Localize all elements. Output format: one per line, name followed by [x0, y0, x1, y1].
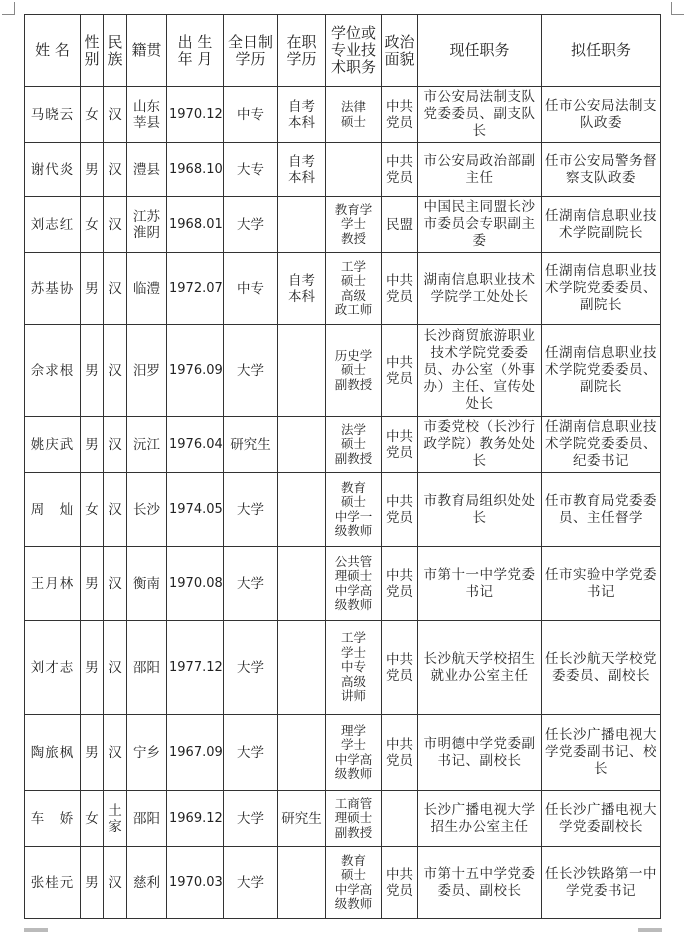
table-row — [25, 417, 661, 473]
cell-fulltime-edu: 大专 — [224, 143, 278, 197]
column-header-fulltime-edu: 全日制 学历 — [224, 15, 278, 87]
cell-gender: 女 — [81, 791, 104, 847]
cell-native-place: 慈利 — [127, 847, 167, 919]
cell-inservice-edu — [278, 417, 326, 473]
crop-mark-top-left — [2, 2, 15, 15]
page-edge-mark-right — [638, 928, 662, 932]
table-row — [25, 143, 661, 197]
cell-current-post: 市公安局政治部副 主任 — [418, 143, 542, 197]
cell-ethnicity: 汉 — [104, 87, 127, 143]
cell-fulltime-edu: 大学 — [224, 473, 278, 547]
cell-current-post: 市委党校（长沙行 政学院）教务处处 长 — [418, 417, 542, 473]
cell-inservice-edu: 自考 本科 — [278, 87, 326, 143]
cell-ethnicity: 汉 — [104, 847, 127, 919]
cell-birth: 1970.12 — [167, 87, 224, 143]
cell-degree-title — [326, 143, 382, 197]
cell-proposed-post: 任湖南信息职业技 术学院党委委员、 副院长 — [542, 253, 661, 325]
cell-native-place: 临澧 — [127, 253, 167, 325]
cell-gender: 女 — [81, 473, 104, 547]
cell-birth: 1976.09 — [167, 325, 224, 417]
cell-current-post: 湖南信息职业技术 学院学工处处长 — [418, 253, 542, 325]
cell-native-place: 山东 莘县 — [127, 87, 167, 143]
cell-degree-title: 教育 硕士 中学高 级教师 — [326, 847, 382, 919]
cell-political: 中共 党员 — [382, 473, 418, 547]
column-header-native-place: 籍贯 — [127, 15, 167, 87]
cell-degree-title: 法学 硕士 副教授 — [326, 417, 382, 473]
cell-name: 张桂元 — [25, 847, 81, 919]
cell-fulltime-edu: 大学 — [224, 547, 278, 621]
cell-ethnicity: 汉 — [104, 143, 127, 197]
cell-degree-title: 理学 学士 中学高 级教师 — [326, 715, 382, 791]
cell-name: 车 娇 — [25, 791, 81, 847]
cell-proposed-post: 任长沙广播电视大 学党委副书记、校 长 — [542, 715, 661, 791]
cell-birth: 1974.05 — [167, 473, 224, 547]
cell-current-post: 市教育局组织处处 长 — [418, 473, 542, 547]
cell-birth: 1970.03 — [167, 847, 224, 919]
cell-ethnicity: 汉 — [104, 197, 127, 253]
cell-ethnicity: 汉 — [104, 547, 127, 621]
cell-birth: 1972.07 — [167, 253, 224, 325]
cell-inservice-edu: 自考 本科 — [278, 143, 326, 197]
cell-native-place: 邵阳 — [127, 791, 167, 847]
cell-inservice-edu — [278, 847, 326, 919]
cell-gender: 男 — [81, 847, 104, 919]
column-header-political: 政治 面貌 — [382, 15, 418, 87]
cell-birth: 1968.01 — [167, 197, 224, 253]
cell-fulltime-edu: 大学 — [224, 197, 278, 253]
cell-gender: 男 — [81, 621, 104, 715]
table-row — [25, 325, 661, 417]
table-row — [25, 791, 661, 847]
cell-current-post: 市第十五中学党委 委员、副校长 — [418, 847, 542, 919]
cell-political: 中共 党员 — [382, 715, 418, 791]
cell-birth: 1977.12 — [167, 621, 224, 715]
cell-political: 中共 党员 — [382, 547, 418, 621]
cell-degree-title: 教育学 学士 教授 — [326, 197, 382, 253]
cell-political: 中共 党员 — [382, 87, 418, 143]
cell-fulltime-edu: 大学 — [224, 621, 278, 715]
cell-native-place: 长沙 — [127, 473, 167, 547]
cell-current-post: 中国民主同盟长沙 市委员会专职副主 委 — [418, 197, 542, 253]
cell-current-post: 长沙广播电视大学 招生办公室主任 — [418, 791, 542, 847]
cell-fulltime-edu: 大学 — [224, 791, 278, 847]
table-row — [25, 197, 661, 253]
cell-native-place: 沅江 — [127, 417, 167, 473]
table-row — [25, 621, 661, 715]
table-header-row — [25, 15, 661, 87]
cell-name: 陶旅枫 — [25, 715, 81, 791]
table-row — [25, 715, 661, 791]
cell-birth: 1976.04 — [167, 417, 224, 473]
cell-name: 马晓云 — [25, 87, 81, 143]
cell-inservice-edu: 自考 本科 — [278, 253, 326, 325]
column-header-degree-title: 学位或 专业技 术职务 — [326, 15, 382, 87]
cell-inservice-edu — [278, 473, 326, 547]
table-body — [25, 87, 661, 919]
cell-degree-title: 工学 学士 中专 高级 讲师 — [326, 621, 382, 715]
cell-native-place: 宁乡 — [127, 715, 167, 791]
cell-fulltime-edu: 大学 — [224, 325, 278, 417]
cell-birth: 1970.08 — [167, 547, 224, 621]
cell-ethnicity: 土 家 — [104, 791, 127, 847]
cell-name: 周 灿 — [25, 473, 81, 547]
table-row — [25, 847, 661, 919]
cell-gender: 男 — [81, 417, 104, 473]
cell-current-post: 长沙商贸旅游职业 技术学院党委委 员、办公室（外事 办）主任、宣传处 处长 — [418, 325, 542, 417]
cell-inservice-edu — [278, 325, 326, 417]
table-row — [25, 473, 661, 547]
cell-proposed-post: 任长沙广播电视大 学党委副校长 — [542, 791, 661, 847]
cell-fulltime-edu: 大学 — [224, 847, 278, 919]
cell-gender: 男 — [81, 143, 104, 197]
cell-inservice-edu — [278, 621, 326, 715]
cell-proposed-post: 任市公安局警务督 察支队政委 — [542, 143, 661, 197]
column-header-ethnicity: 民 族 — [104, 15, 127, 87]
cell-proposed-post: 任市实验中学党委 书记 — [542, 547, 661, 621]
cell-native-place: 澧县 — [127, 143, 167, 197]
cadre-roster-table — [24, 14, 661, 919]
column-header-gender: 性 别 — [81, 15, 104, 87]
cell-native-place: 汨罗 — [127, 325, 167, 417]
cell-gender: 男 — [81, 325, 104, 417]
cell-fulltime-edu: 研究生 — [224, 417, 278, 473]
cell-name: 佘求根 — [25, 325, 81, 417]
cell-current-post: 市明德中学党委副 书记、副校长 — [418, 715, 542, 791]
cell-degree-title: 法律 硕士 — [326, 87, 382, 143]
cell-name: 苏基协 — [25, 253, 81, 325]
table-row — [25, 253, 661, 325]
cell-inservice-edu — [278, 715, 326, 791]
cell-fulltime-edu: 中专 — [224, 253, 278, 325]
cell-native-place: 江苏 淮阴 — [127, 197, 167, 253]
cell-political — [382, 791, 418, 847]
column-header-name: 姓 名 — [25, 15, 81, 87]
cell-name: 姚庆武 — [25, 417, 81, 473]
cell-ethnicity: 汉 — [104, 325, 127, 417]
cell-current-post: 长沙航天学校招生 就业办公室主任 — [418, 621, 542, 715]
cell-political: 中共 党员 — [382, 847, 418, 919]
cell-ethnicity: 汉 — [104, 253, 127, 325]
cell-proposed-post: 任市教育局党委委 员、主任督学 — [542, 473, 661, 547]
cell-political: 中共 党员 — [382, 253, 418, 325]
cell-proposed-post: 任市公安局法制支 队政委 — [542, 87, 661, 143]
cell-name: 刘才志 — [25, 621, 81, 715]
cell-gender: 女 — [81, 87, 104, 143]
page-edge-mark-left — [24, 928, 48, 932]
cell-current-post: 市第十一中学党委 书记 — [418, 547, 542, 621]
crop-mark-top-right — [671, 2, 684, 15]
cell-inservice-edu — [278, 547, 326, 621]
cell-gender: 男 — [81, 547, 104, 621]
cell-fulltime-edu: 中专 — [224, 87, 278, 143]
cell-inservice-edu: 研究生 — [278, 791, 326, 847]
cell-political: 中共 党员 — [382, 417, 418, 473]
cell-current-post: 市公安局法制支队 党委委员、副支队 长 — [418, 87, 542, 143]
cell-name: 谢代炎 — [25, 143, 81, 197]
cell-political: 中共 党员 — [382, 143, 418, 197]
cell-inservice-edu — [278, 197, 326, 253]
cell-proposed-post: 任长沙铁路第一中 学党委书记 — [542, 847, 661, 919]
cell-fulltime-edu: 大学 — [224, 715, 278, 791]
cell-ethnicity: 汉 — [104, 715, 127, 791]
cell-proposed-post: 任湖南信息职业技 术学院副院长 — [542, 197, 661, 253]
cell-ethnicity: 汉 — [104, 473, 127, 547]
cell-degree-title: 工学 硕士 高级 政工师 — [326, 253, 382, 325]
cell-birth: 1967.09 — [167, 715, 224, 791]
column-header-birth: 出 生 年 月 — [167, 15, 224, 87]
column-header-current-post: 现任职务 — [418, 15, 542, 87]
cell-degree-title: 历史学 硕士 副教授 — [326, 325, 382, 417]
table-row — [25, 87, 661, 143]
cell-degree-title: 工商管 理硕士 副教授 — [326, 791, 382, 847]
cell-gender: 男 — [81, 253, 104, 325]
table-row — [25, 547, 661, 621]
cell-native-place: 邵阳 — [127, 621, 167, 715]
cell-ethnicity: 汉 — [104, 621, 127, 715]
cell-birth: 1968.10 — [167, 143, 224, 197]
cell-degree-title: 教育 硕士 中学一 级教师 — [326, 473, 382, 547]
cell-name: 刘志红 — [25, 197, 81, 253]
cell-political: 中共 党员 — [382, 325, 418, 417]
cell-proposed-post: 任湖南信息职业技 术学院党委委员、 副院长 — [542, 325, 661, 417]
cell-gender: 女 — [81, 197, 104, 253]
cell-degree-title: 公共管 理硕士 中学高 级教师 — [326, 547, 382, 621]
cell-political: 民盟 — [382, 197, 418, 253]
cell-ethnicity: 汉 — [104, 417, 127, 473]
cell-name: 王月林 — [25, 547, 81, 621]
cell-proposed-post: 任湖南信息职业技 术学院党委委员、 纪委书记 — [542, 417, 661, 473]
cell-proposed-post: 任长沙航天学校党 委委员、副校长 — [542, 621, 661, 715]
cell-gender: 男 — [81, 715, 104, 791]
cell-political: 中共 党员 — [382, 621, 418, 715]
column-header-proposed-post: 拟任职务 — [542, 15, 661, 87]
cell-native-place: 衡南 — [127, 547, 167, 621]
column-header-inservice-edu: 在职 学历 — [278, 15, 326, 87]
cell-birth: 1969.12 — [167, 791, 224, 847]
